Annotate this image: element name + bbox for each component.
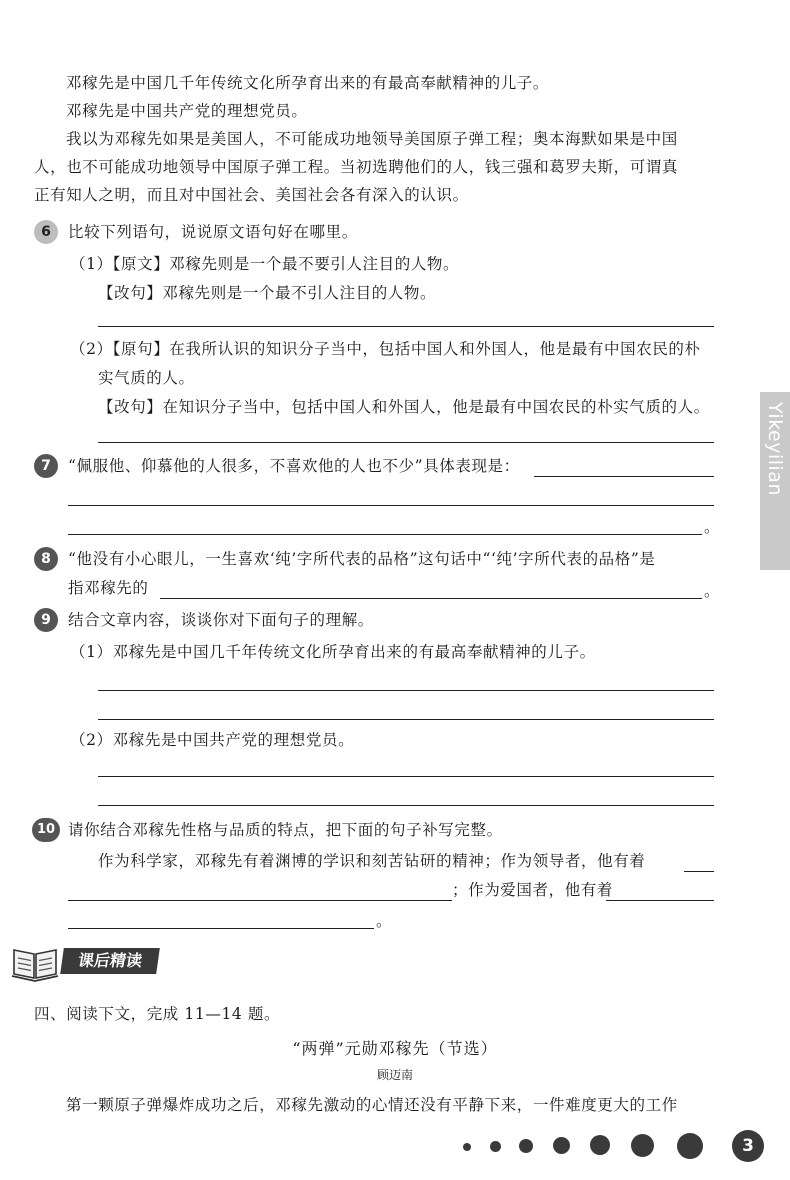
footer-dot	[490, 1141, 501, 1152]
intro-line-2: 邓稼先是中国共产党的理想党员。	[66, 102, 308, 120]
intro-paragraph-line-1: 我以为邓稼先如果是美国人，不可能成功地领导美国原子弹工程；奥本海默如果是中国	[66, 130, 678, 148]
q10-answer-line-4[interactable]	[68, 928, 374, 929]
footer-dot	[553, 1137, 570, 1154]
side-tab	[760, 392, 790, 570]
side-tab-label: Yikeyilian	[764, 402, 786, 496]
q7-answer-line-1[interactable]	[534, 476, 714, 477]
q10-answer-line-3[interactable]	[606, 900, 714, 901]
q9-sentence-1: （1）邓稼先是中国几千年传统文化所孕育出来的有最高奉献精神的儿子。	[70, 643, 596, 661]
question-number-badge: 6	[34, 220, 58, 244]
q6-sentence2-original-l1: （2）【原句】在我所认识的知识分子当中，包括中国人和外国人，他是最有中国农民的朴	[70, 340, 701, 358]
q8-prompt-l1: “他没有小心眼儿，一生喜欢‘纯’字所代表的品格”这句话中“‘纯’字所代表的品格”是	[68, 550, 656, 568]
section-banner-label: 课后精读	[60, 948, 160, 974]
q10-line-1: 作为科学家，邓稼先有着渊博的学识和刻苦钻研的精神；作为领导者，他有着	[98, 852, 646, 870]
q9-answer-line-3[interactable]	[98, 776, 714, 777]
intro-paragraph-line-3: 正有知人之明，而且对中国社会、美国社会各有深入的认识。	[34, 186, 469, 204]
question-number-badge: 9	[34, 608, 58, 632]
q6-sentence2-original-l2: 实气质的人。	[98, 369, 195, 387]
article-first-line: 第一颗原子弹爆炸成功之后，邓稼先激动的心情还没有平静下来，一件难度更大的工作	[66, 1096, 678, 1114]
article-author: 顾迈南	[376, 1068, 413, 1082]
q9-answer-line-4[interactable]	[98, 805, 714, 806]
q7-answer-line-2[interactable]	[68, 505, 714, 506]
q6-sentence1-modified: 【改句】邓稼先则是一个最不引人注目的人物。	[98, 284, 437, 302]
q8-answer-line[interactable]	[160, 598, 702, 599]
footer-dot	[590, 1135, 610, 1155]
q9-answer-line-1[interactable]	[98, 690, 714, 691]
article-title: “两弹”元勋邓稼先（节选）	[292, 1039, 498, 1058]
q6-prompt: 比较下列语句，说说原文语句好在哪里。	[68, 223, 358, 241]
q7-prompt: “佩服他、仰慕他的人很多，不喜欢他的人也不少”具体表现是：	[68, 457, 520, 475]
q6-sentence1-original: （1）【原文】邓稼先则是一个最不要引人注目的人物。	[70, 255, 460, 273]
q10-line-2: ；作为爱国者，他有着	[452, 881, 614, 899]
question-number-badge: 8	[34, 547, 58, 571]
footer-dot	[677, 1133, 703, 1159]
footer-dot	[519, 1139, 533, 1153]
q6-answer-line-2[interactable]	[98, 442, 714, 443]
footer-dot	[463, 1143, 471, 1151]
q7-period: 。	[704, 518, 721, 536]
q6-answer-line-1[interactable]	[98, 326, 714, 327]
section-banner	[10, 940, 170, 982]
question-number-badge: 7	[34, 454, 58, 478]
q7-answer-line-3[interactable]	[68, 534, 702, 535]
q8-period: 。	[704, 582, 721, 600]
q9-sentence-2: （2）邓稼先是中国共产党的理想党员。	[70, 731, 355, 749]
page-number: 3	[732, 1130, 764, 1162]
question-number-badge: 10	[32, 818, 60, 842]
q10-answer-line-2[interactable]	[68, 900, 452, 901]
q9-answer-line-2[interactable]	[98, 719, 714, 720]
footer-dot	[631, 1134, 654, 1157]
reading-instruction: 四、阅读下文，完成 11—14 题。	[34, 1005, 281, 1023]
q8-prompt-l2: 指邓稼先的	[68, 579, 149, 597]
q10-answer-line-1[interactable]	[684, 871, 714, 872]
q9-prompt: 结合文章内容，谈谈你对下面句子的理解。	[68, 611, 374, 629]
intro-line-1: 邓稼先是中国几千年传统文化所孕育出来的有最高奉献精神的儿子。	[66, 74, 550, 92]
q6-sentence2-modified: 【改句】在知识分子当中，包括中国人和外国人，他是最有中国农民的朴实气质的人。	[98, 398, 710, 416]
q10-prompt: 请你结合邓稼先性格与品质的特点，把下面的句子补写完整。	[68, 821, 503, 839]
open-book-icon	[10, 940, 60, 982]
q10-period: 。	[376, 912, 393, 930]
intro-paragraph-line-2: 人，也不可能成功地领导中国原子弹工程。当初选聘他们的人，钱三强和葛罗夫斯，可谓真	[34, 158, 679, 176]
